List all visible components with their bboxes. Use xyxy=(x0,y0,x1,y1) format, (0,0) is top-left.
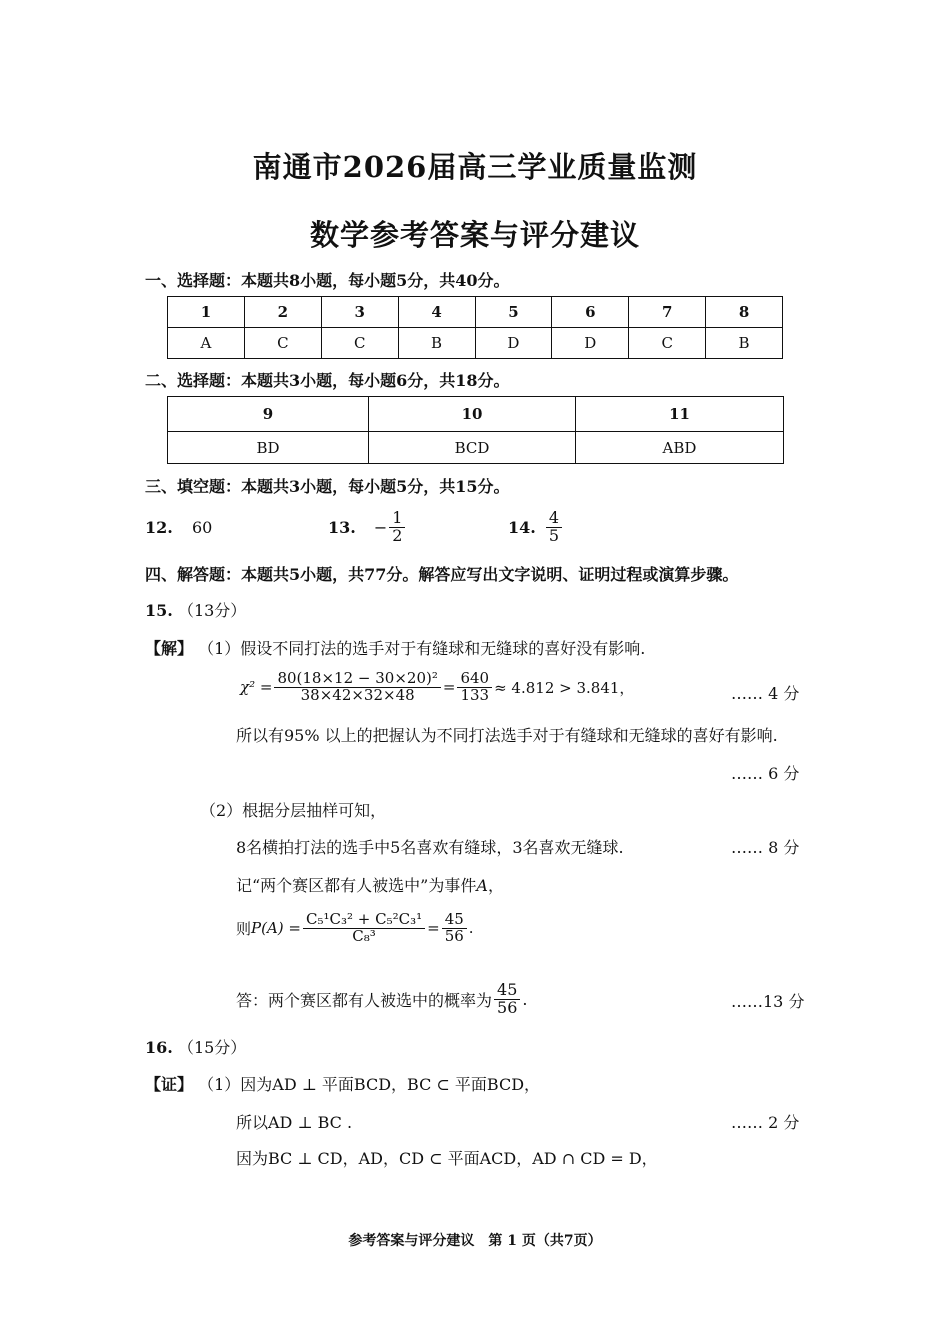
fraction xyxy=(442,912,467,945)
q15-answer xyxy=(236,982,527,1017)
fill-answer-12 xyxy=(145,518,212,537)
fill-answer-14 xyxy=(508,510,564,545)
fraction xyxy=(389,510,405,545)
formula-lhs: χ² = xyxy=(240,678,273,697)
minus-sign: − xyxy=(373,517,388,537)
question-number: 13. xyxy=(328,517,356,537)
score-mark: ……13 分 xyxy=(731,992,805,1011)
numerator: 1 xyxy=(389,510,405,528)
score-mark: …… 2 分 xyxy=(731,1113,800,1132)
page-subtitle: 数学参考答案与评分建议 xyxy=(309,218,640,252)
table-cell: 4 xyxy=(398,297,475,328)
table-cell: 8 xyxy=(706,297,783,328)
table-cell: C xyxy=(244,328,321,359)
table-2-header-row xyxy=(168,397,784,432)
denominator: 38×42×32×48 xyxy=(300,685,415,704)
numerator: 4 xyxy=(546,510,562,528)
table-cell: 2 xyxy=(244,297,321,328)
q16-step: 因为BC ⊥ CD，AD，CD ⊂ 平面ACD，AD ∩ CD = D， xyxy=(236,1149,658,1168)
formula-tail: ≈ 4.812 > 3.841， xyxy=(494,678,635,697)
table-cell: 9 xyxy=(168,397,369,432)
solution-tag: 【解】 xyxy=(145,639,194,658)
q16-heading xyxy=(145,1035,246,1058)
question-number: 14. xyxy=(508,517,536,537)
table-cell: B xyxy=(398,328,475,359)
numerator: 80(18×12 − 30×20)² xyxy=(274,671,440,688)
text: 则 xyxy=(236,919,252,938)
table-cell: BCD xyxy=(369,432,576,464)
q15-heading xyxy=(145,598,246,621)
table-cell: BD xyxy=(168,432,369,464)
numerator: 45 xyxy=(494,982,520,1000)
score-mark: …… 8 分 xyxy=(731,838,800,857)
section-1-heading: 一、选择题：本题共8小题，每小题5分，共40分。 xyxy=(145,271,510,290)
score-mark: …… 6 分 xyxy=(731,764,800,783)
table-cell: 6 xyxy=(552,297,629,328)
text: ， xyxy=(487,876,504,895)
denominator: 133 xyxy=(460,685,490,704)
score-mark: …… 4 分 xyxy=(731,684,800,703)
table-cell: 7 xyxy=(629,297,706,328)
question-number: 16. xyxy=(145,1038,173,1057)
table-cell: 1 xyxy=(168,297,245,328)
numerator: 640 xyxy=(457,671,492,688)
table-cell: 10 xyxy=(369,397,576,432)
fraction xyxy=(494,982,520,1017)
question-points: （13分） xyxy=(177,601,247,620)
table-2-answer-row xyxy=(168,432,784,464)
table-cell: 3 xyxy=(321,297,398,328)
numerator: C₅¹C₃² + C₅²C₃¹ xyxy=(303,912,425,929)
q16-part1 xyxy=(145,1072,540,1095)
denominator: 5 xyxy=(548,525,560,545)
section-4-heading: 四、解答题：本题共5小题，共77分。解答应写出文字说明、证明过程或演算步骤。 xyxy=(145,565,739,584)
question-number: 15. xyxy=(145,601,173,620)
q15-part1 xyxy=(145,636,645,659)
text: . xyxy=(468,919,474,938)
fraction xyxy=(303,912,425,945)
table-cell: D xyxy=(475,328,552,359)
page-title: 南通市2026届高三学业质量监测 xyxy=(252,150,698,184)
denominator: C₈³ xyxy=(352,926,376,945)
formula-lhs: P(A) = xyxy=(251,919,301,938)
fraction xyxy=(546,510,562,545)
q15-conclusion: 所以有95% 以上的把握认为不同打法选手对于有缝球和无缝球的喜好有影响. xyxy=(236,726,778,745)
numerator: 45 xyxy=(442,912,467,929)
q16-step: 所以AD ⊥ BC . xyxy=(236,1113,353,1132)
table-cell: C xyxy=(629,328,706,359)
table-1-header-row xyxy=(168,297,783,328)
answer-table-1 xyxy=(167,296,783,359)
text: 答：两个赛区都有人被选中的概率为 xyxy=(236,990,493,1010)
table-cell: 5 xyxy=(475,297,552,328)
table-cell: ABD xyxy=(576,432,784,464)
text: （1）假设不同打法的选手对于有缝球和无缝球的喜好没有影响. xyxy=(198,639,646,658)
q15-sampling: 8名横拍打法的选手中5名喜欢有缝球，3名喜欢无缝球. xyxy=(236,838,624,857)
equals: = xyxy=(427,919,440,938)
answer-table-2 xyxy=(167,396,784,464)
question-points: （15分） xyxy=(177,1038,247,1057)
fill-answer-13 xyxy=(328,510,407,545)
denominator: 56 xyxy=(444,926,464,945)
section-3-heading: 三、填空题：本题共3小题，每小题5分，共15分。 xyxy=(145,477,510,496)
table-cell: B xyxy=(706,328,783,359)
denominator: 56 xyxy=(497,997,518,1017)
table-cell: A xyxy=(168,328,245,359)
text: （1）因为AD ⊥ 平面BCD，BC ⊂ 平面BCD， xyxy=(198,1075,541,1094)
text: 记“两个赛区都有人被选中”为事件 xyxy=(236,876,477,895)
proof-tag: 【证】 xyxy=(145,1075,194,1094)
probability-formula xyxy=(236,912,474,945)
question-number: 12. xyxy=(145,518,173,537)
section-2-heading: 二、选择题：本题共3小题，每小题6分，共18分。 xyxy=(145,371,510,390)
page-footer: 参考答案与评分建议 第 1 页（共7页） xyxy=(348,1233,602,1249)
table-cell: D xyxy=(552,328,629,359)
equals: = xyxy=(442,678,456,697)
fraction xyxy=(274,671,440,704)
event-variable: A xyxy=(476,876,488,895)
text: . xyxy=(522,989,528,1009)
chi-square-formula xyxy=(240,671,634,704)
answer-value: 60 xyxy=(191,518,213,537)
table-cell: 11 xyxy=(576,397,784,432)
q15-part2: （2）根据分层抽样可知， xyxy=(200,801,387,820)
q15-event xyxy=(236,873,504,896)
table-1-answer-row xyxy=(168,328,783,359)
fraction xyxy=(457,671,492,704)
denominator: 2 xyxy=(392,525,403,545)
table-cell: C xyxy=(321,328,398,359)
